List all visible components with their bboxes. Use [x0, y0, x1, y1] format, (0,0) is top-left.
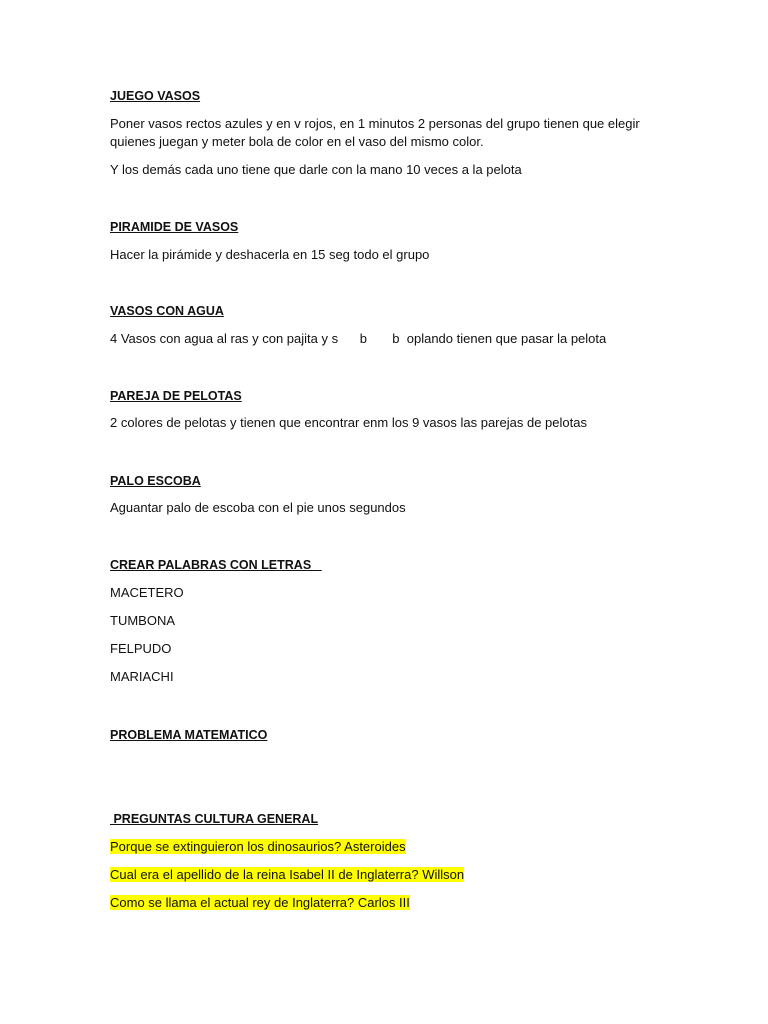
paragraph-palo-escoba: Aguantar palo de escoba con el pie unos segundos — [110, 500, 406, 515]
question-item — [110, 866, 464, 884]
heading-preguntas-cultura: PREGUNTAS CULTURA GENERAL — [110, 812, 319, 826]
heading-piramide-vasos: PIRAMIDE DE VASOS — [110, 220, 239, 234]
question-item — [110, 838, 406, 856]
heading-problema-matematico: PROBLEMA MATEMATICO — [110, 728, 268, 742]
word-item: MACETERO — [110, 585, 184, 600]
paragraph-vasos-con-agua: 4 Vasos con agua al ras y con pajita y s b b oplando tienen que pasar la pelota — [110, 331, 607, 346]
heading-juego-vasos: JUEGO VASOS — [110, 89, 201, 103]
heading-palo-escoba: PALO ESCOBA — [110, 474, 201, 488]
paragraph-pareja-pelotas: 2 colores de pelotas y tienen que encontrar enm los 9 vasos las parejas de pelotas — [110, 415, 587, 430]
word-item: MARIACHI — [110, 669, 174, 684]
question-item — [110, 894, 410, 912]
heading-pareja-pelotas: PAREJA DE PELOTAS — [110, 389, 242, 403]
paragraph-piramide-vasos: Hacer la pirámide y deshacerla en 15 seg todo el grupo — [110, 247, 430, 262]
word-item: FELPUDO — [110, 641, 172, 656]
heading-vasos-con-agua: VASOS CON AGUA — [110, 304, 224, 318]
word-item: TUMBONA — [110, 613, 175, 628]
paragraph-juego-vasos-1: Poner vasos rectos azules y en v rojos, en 1 minutos 2 personas del grupo tienen que elegir quienes juegan y meter bola de color en el vaso del mismo color. — [110, 116, 640, 149]
heading-crear-palabras: CREAR PALABRAS CON LETRAS — [110, 558, 322, 572]
highlighted-question: Cual era el apellido de la reina Isabel II de Inglaterra? Willson — [110, 867, 465, 882]
highlighted-question: Porque se extinguieron los dinosaurios? Asteroides — [110, 839, 406, 854]
highlighted-question: Como se llama el actual rey de Inglaterra? Carlos III — [110, 895, 410, 910]
paragraph-juego-vasos-2: Y los demás cada uno tiene que darle con la mano 10 veces a la pelota — [110, 162, 522, 177]
